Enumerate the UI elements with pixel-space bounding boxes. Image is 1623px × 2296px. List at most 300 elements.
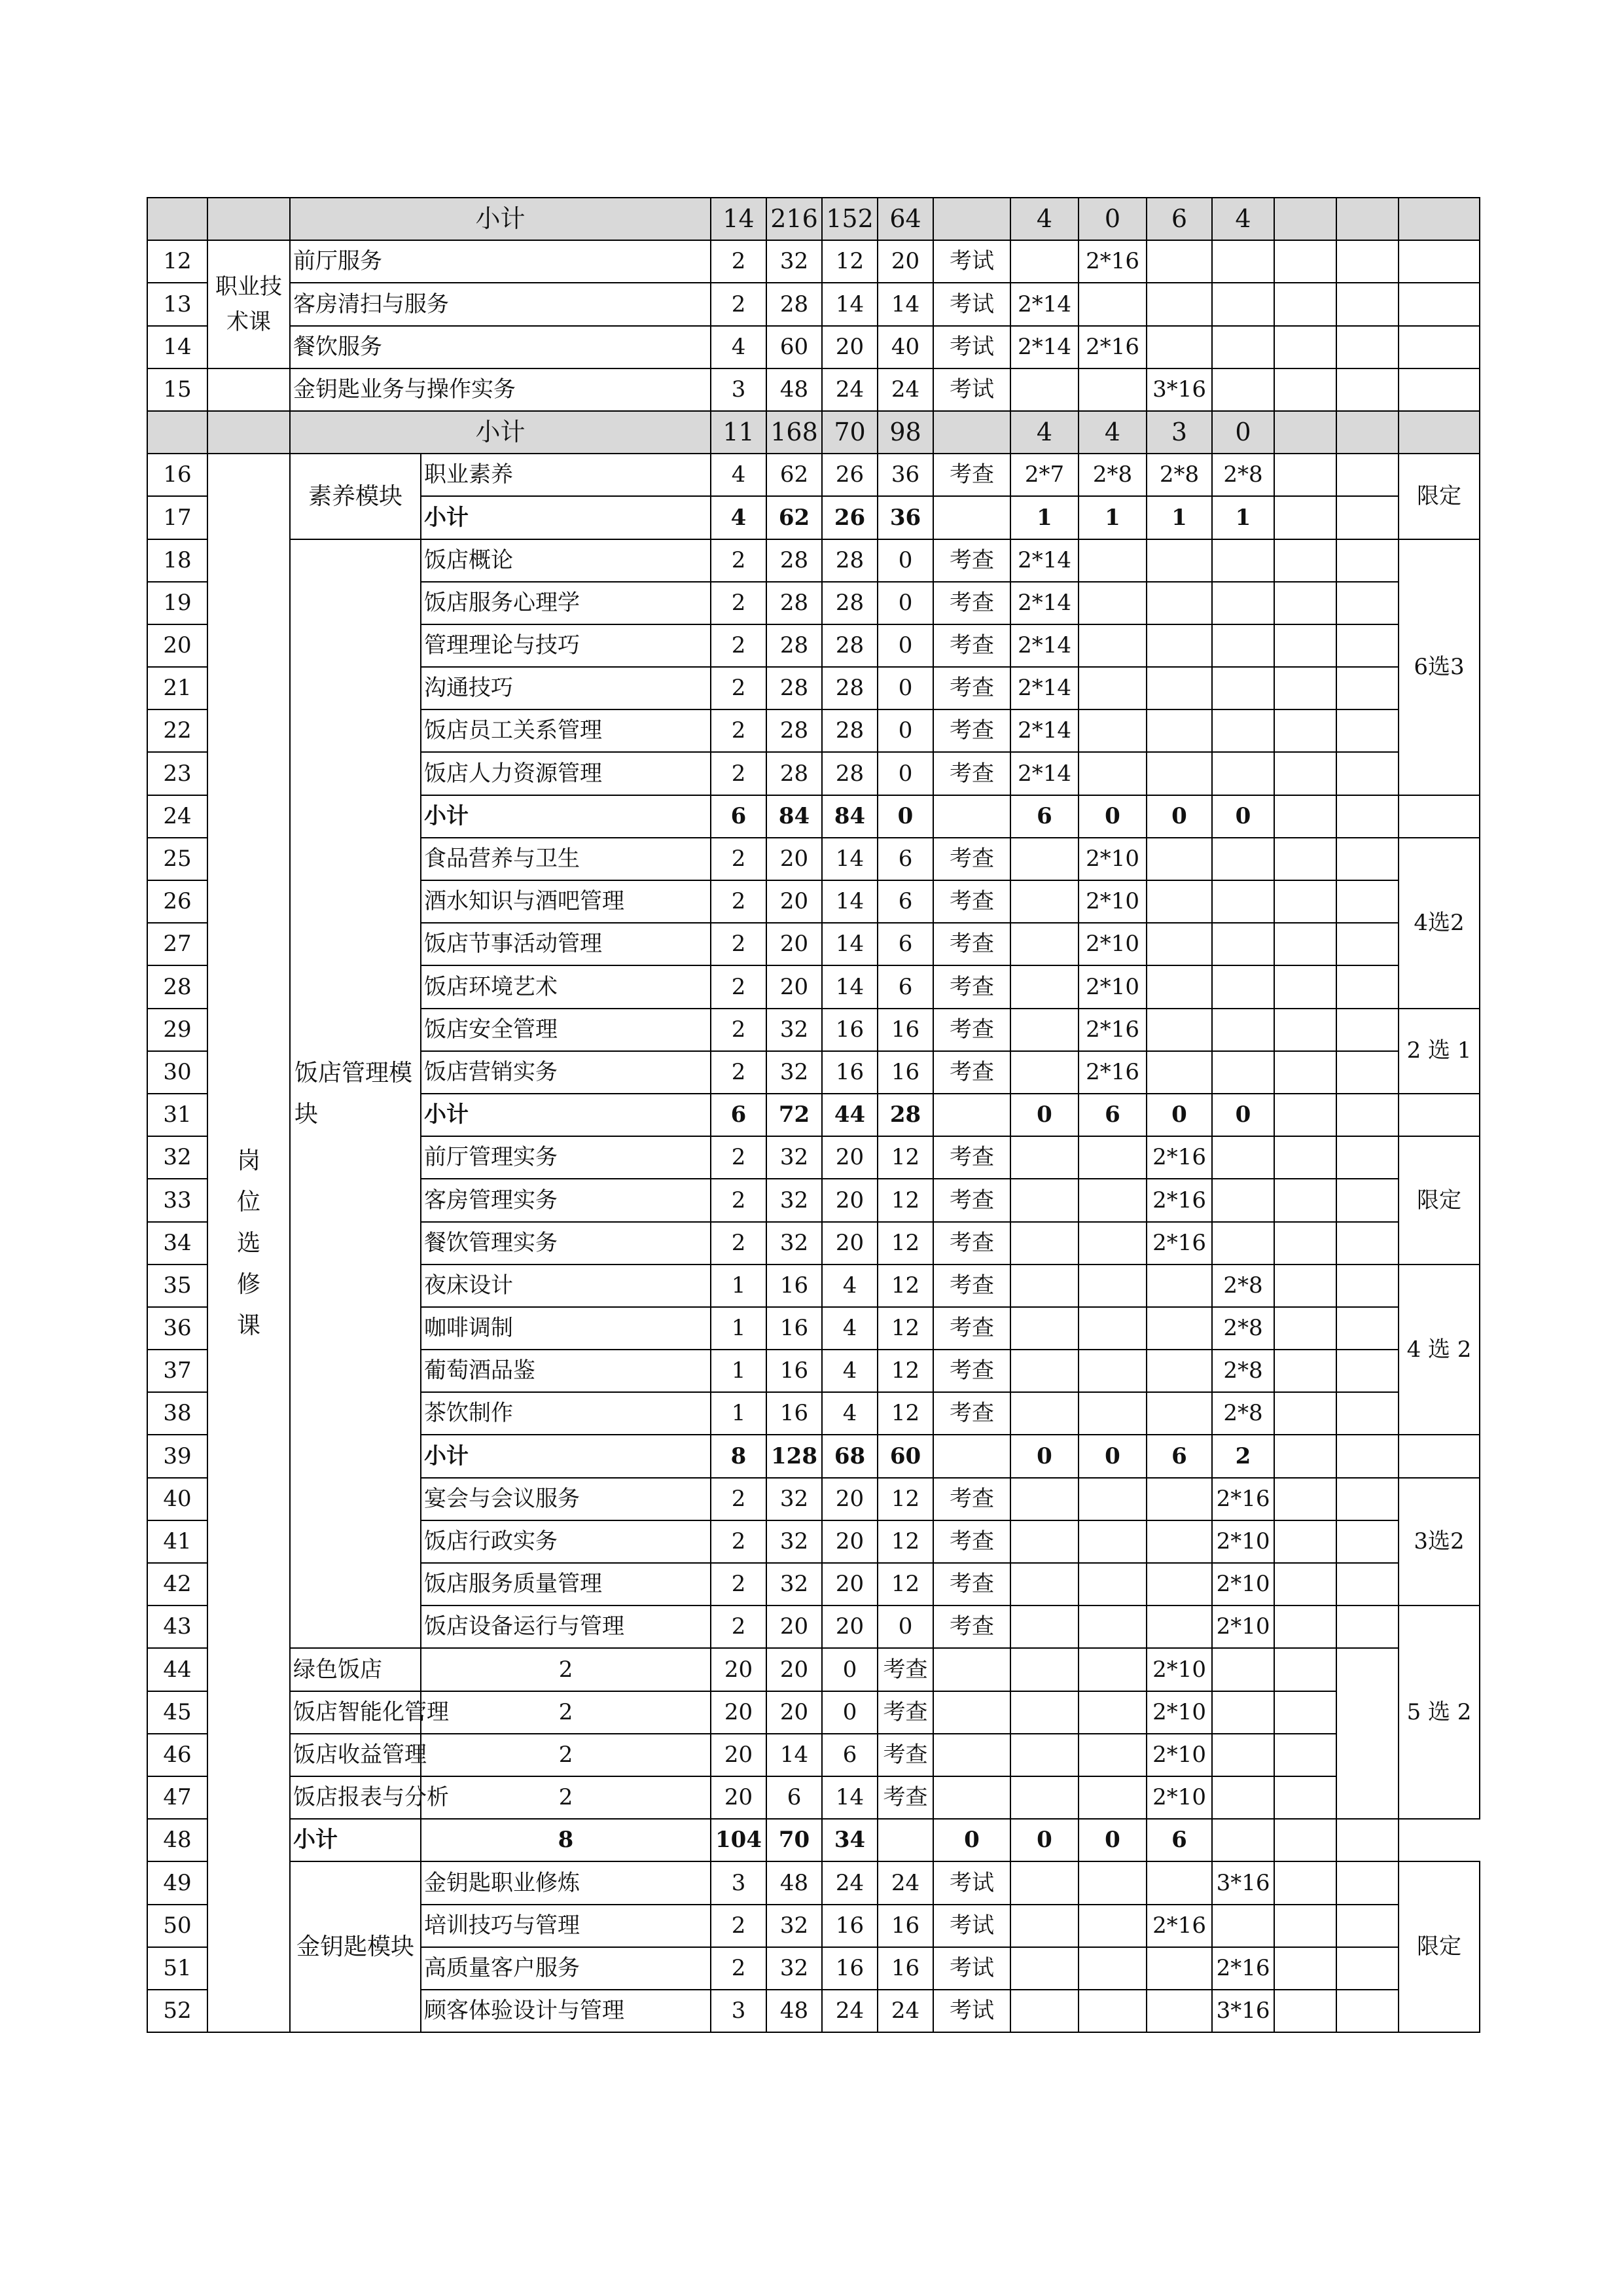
exam-cell [933,411,1010,454]
course-row [147,1648,1480,1691]
sem2-cell [1079,1563,1147,1605]
sem3-cell [1079,1734,1147,1776]
sem2-cell [1079,1861,1147,1904]
credits-cell: 2 [711,1947,766,1990]
exam-cell: 考试 [933,368,1010,411]
sem2-cell [1079,1478,1147,1520]
selection-note: 2 选 1 [1399,1009,1480,1094]
hours-cell: 128 [766,1435,822,1477]
exam-cell: 考查 [933,1179,1010,1221]
cell [1274,582,1336,624]
sem4-cell: 0 [1212,1094,1274,1136]
sem4-cell: 2*8 [1212,1265,1274,1307]
hours-cell: 32 [766,1179,822,1221]
sem1-cell [1010,1009,1079,1051]
sem3-cell: 0 [1079,1819,1147,1861]
row-number: 17 [147,496,207,539]
sem3-cell: 2*16 [1147,1905,1212,1947]
hours-cell: 20 [766,923,822,965]
sem2-cell: 0 [1079,1435,1147,1477]
sem2-cell [1010,1648,1079,1691]
course-name: 职业素养 [421,454,711,496]
course-name: 饭店员工关系管理 [421,709,711,752]
sem3-cell [1147,1051,1212,1094]
theory-cell: 20 [822,1478,878,1520]
sem3-cell [1147,1947,1212,1990]
row-number: 33 [147,1179,207,1221]
cell [1274,1819,1336,1861]
sem1-cell [1010,1392,1079,1435]
credits-cell: 8 [421,1819,711,1861]
sem1-cell [1010,923,1079,965]
course-name: 夜床设计 [421,1265,711,1307]
sem1-cell [1010,880,1079,923]
exam-cell: 考查 [878,1691,933,1734]
credits-cell: 1 [711,1265,766,1307]
exam-cell: 考查 [933,1478,1010,1520]
row-number: 34 [147,1222,207,1265]
sem4-cell [1212,539,1274,582]
sem2-cell: 2*16 [1079,1051,1147,1094]
credits-cell: 14 [711,198,766,240]
sem1-cell: 0 [1010,1094,1079,1136]
sem4-cell: 6 [1147,1819,1212,1861]
sem4-cell: 2*10 [1212,1563,1274,1605]
cell [1336,1350,1399,1392]
cell [1274,624,1336,667]
selection-note: 3选2 [1399,1478,1480,1606]
row-number: 32 [147,1136,207,1179]
sem1-cell [1010,1563,1079,1605]
cell [1274,1136,1336,1179]
practice-cell: 36 [878,496,933,539]
sem2-cell [1079,752,1147,795]
cell [1399,240,1480,283]
exam-cell [878,1819,933,1861]
cell [1274,1435,1336,1477]
course-name: 前厅管理实务 [421,1136,711,1179]
sem3-cell [1147,1265,1212,1307]
row-number: 40 [147,1478,207,1520]
row-number: 36 [147,1307,207,1350]
hours-cell: 32 [766,1136,822,1179]
cell [1336,965,1399,1008]
course-name: 饭店设备运行与管理 [421,1605,711,1648]
credits-cell: 2 [711,1222,766,1265]
row-number: 35 [147,1265,207,1307]
exam-cell: 考查 [933,923,1010,965]
cell [1274,1179,1336,1221]
course-name: 沟通技巧 [421,667,711,709]
hours-cell: 28 [766,582,822,624]
practice-cell: 6 [878,923,933,965]
sem4-cell [1212,326,1274,368]
cell [1274,1905,1336,1947]
sem4-cell [1212,624,1274,667]
credits-cell: 2 [711,283,766,325]
cell [1336,752,1399,795]
row-number: 13 [147,283,207,325]
sem1-cell: 2*14 [1010,539,1079,582]
cell [1274,283,1336,325]
exam-cell: 考查 [933,1563,1010,1605]
course-name: 茶饮制作 [421,1392,711,1435]
sem1-cell: 2*14 [1010,624,1079,667]
exam-cell [933,1094,1010,1136]
course-name: 食品营养与卫生 [421,838,711,880]
sem3-cell [1147,880,1212,923]
sem3-cell [1079,1776,1147,1819]
credits-cell: 2 [711,1520,766,1563]
exam-cell: 考查 [933,667,1010,709]
subtotal-label: 小计 [290,198,711,240]
sem3-cell [1147,1392,1212,1435]
exam-cell: 考查 [933,1392,1010,1435]
sem2-cell [1079,709,1147,752]
hours-cell: 168 [766,411,822,454]
cell [1336,1307,1399,1350]
sem1-cell [1010,1136,1079,1179]
cell [1274,1563,1336,1605]
cell [1274,838,1336,880]
sem1-cell [1010,1520,1079,1563]
course-name: 管理理论与技巧 [421,624,711,667]
sem4-cell: 2*10 [1147,1776,1212,1819]
exam-cell: 考查 [933,709,1010,752]
theory-cell: 20 [822,1520,878,1563]
cell [1212,1776,1274,1819]
sem1-cell: 2*14 [1010,283,1079,325]
practice-cell: 12 [878,1350,933,1392]
theory-cell: 24 [822,368,878,411]
cell [1336,240,1399,283]
theory-cell: 4 [822,1392,878,1435]
theory-cell: 14 [766,1734,822,1776]
sem4-cell: 2*8 [1212,1307,1274,1350]
practice-cell: 6 [878,965,933,1008]
cell [1212,1734,1274,1776]
sem1-cell [1010,1350,1079,1392]
exam-cell [933,496,1010,539]
practice-cell: 12 [878,1520,933,1563]
credits-cell: 2 [711,709,766,752]
sem4-cell [1212,1009,1274,1051]
exam-cell: 考查 [878,1734,933,1776]
sem3-cell: 2*16 [1147,1136,1212,1179]
sem1-cell [1010,838,1079,880]
row-number: 49 [147,1861,207,1904]
row-number: 25 [147,838,207,880]
course-name: 客房清扫与服务 [290,283,711,325]
course-row [147,240,1480,283]
group-label-suyang: 素养模块 [290,454,421,539]
course-name: 饭店概论 [421,539,711,582]
sem4-cell [1212,1136,1274,1179]
practice-cell: 0 [878,582,933,624]
cell [1274,240,1336,283]
row-number: 27 [147,923,207,965]
sem2-cell: 2*10 [1079,838,1147,880]
cell [1336,1435,1399,1477]
sem1-cell: 2*14 [1010,582,1079,624]
cell [1274,1009,1336,1051]
sem1-cell: 2*14 [1010,667,1079,709]
practice-cell: 0 [878,1605,933,1648]
sem1-cell [1010,1179,1079,1221]
sem1-cell [1010,240,1079,283]
sem2-cell [1079,624,1147,667]
sem2-cell: 2*10 [1079,965,1147,1008]
sem4-cell: 4 [1212,198,1274,240]
sem1-cell [1010,368,1079,411]
course-name: 餐饮管理实务 [421,1222,711,1265]
credits-cell: 2 [711,965,766,1008]
practice-cell: 0 [878,667,933,709]
sem2-cell: 1 [1079,496,1147,539]
cell [1274,795,1336,838]
exam-cell: 考查 [933,965,1010,1008]
sem1-cell: 4 [1010,411,1079,454]
cell [1399,198,1480,240]
credits-cell: 2 [711,1136,766,1179]
sem4-cell [1212,1905,1274,1947]
row-number: 30 [147,1051,207,1094]
cell [1274,1051,1336,1094]
practice-cell: 6 [822,1734,878,1776]
hours-cell: 32 [766,1051,822,1094]
hours-cell: 28 [766,709,822,752]
practice-cell: 64 [878,198,933,240]
sem3-cell [1147,752,1212,795]
sem1-cell: 0 [933,1819,1010,1861]
exam-cell: 考查 [878,1776,933,1819]
theory-cell: 44 [822,1094,878,1136]
row-number: 46 [147,1734,207,1776]
sem4-cell [1212,582,1274,624]
sem1-cell [1010,1605,1079,1648]
practice-cell: 0 [878,752,933,795]
credits-cell: 2 [711,1605,766,1648]
row-number: 43 [147,1605,207,1648]
sem3-cell [1147,1478,1212,1520]
sem4-cell: 3*16 [1212,1861,1274,1904]
credits-cell: 2 [711,1478,766,1520]
theory-cell: 70 [822,411,878,454]
subtotal-label: 小计 [421,1435,711,1477]
cell [1399,326,1480,368]
hours-cell: 20 [711,1691,766,1734]
sem4-cell [1212,709,1274,752]
course-row [147,283,1480,325]
sem1-cell [1010,1905,1079,1947]
row-number: 14 [147,326,207,368]
practice-cell: 16 [878,1009,933,1051]
sem2-cell [1079,1307,1147,1350]
sem2-cell [1079,1520,1147,1563]
sem3-cell: 0 [1147,795,1212,838]
credits-cell: 2 [711,838,766,880]
theory-cell: 26 [822,454,878,496]
sem2-cell: 2*16 [1079,240,1147,283]
sem1-cell [1010,1051,1079,1094]
theory-cell: 6 [766,1776,822,1819]
hours-cell: 62 [766,454,822,496]
credits-cell: 2 [711,923,766,965]
subtotal-label: 小计 [421,795,711,838]
practice-cell: 16 [878,1947,933,1990]
practice-cell: 0 [878,624,933,667]
credits-cell: 2 [711,752,766,795]
row-number: 28 [147,965,207,1008]
cell [1399,411,1480,454]
sem1-cell: 2*7 [1010,454,1079,496]
course-name: 饭店收益管理 [290,1734,421,1776]
cell [1274,368,1336,411]
sem4-cell: 2 [1212,1435,1274,1477]
credits-cell: 2 [421,1776,711,1819]
theory-cell: 16 [822,1051,878,1094]
cell [1336,1265,1399,1307]
hours-cell: 216 [766,198,822,240]
row-number: 20 [147,624,207,667]
sem2-cell [1079,1350,1147,1392]
sem3-cell [1147,326,1212,368]
sem4-cell [1212,923,1274,965]
cell [1274,880,1336,923]
course-row [147,1734,1480,1776]
sem3-cell: 2*16 [1147,1179,1212,1221]
subtotal-label: 小计 [421,1094,711,1136]
sem1-cell: 1 [1010,496,1079,539]
hours-cell: 20 [766,880,822,923]
theory-cell: 24 [822,1861,878,1904]
sem3-cell [1147,1605,1212,1648]
sem1-cell [1010,1990,1079,2032]
sem4-cell: 2*10 [1147,1648,1212,1691]
sem1-cell: 2*14 [1010,326,1079,368]
practice-cell: 0 [822,1691,878,1734]
cell [1336,1392,1399,1435]
sem2-cell [1079,1947,1147,1990]
cell [1399,283,1480,325]
sem3-cell: 6 [1147,1435,1212,1477]
cell [1274,411,1336,454]
row-number: 37 [147,1350,207,1392]
cell [1336,496,1399,539]
exam-cell: 考查 [933,880,1010,923]
row-number: 48 [147,1819,207,1861]
exam-cell: 考查 [933,1605,1010,1648]
sem2-cell [1079,1605,1147,1648]
practice-cell: 36 [878,454,933,496]
course-row [147,1691,1480,1734]
hours-cell: 20 [711,1648,766,1691]
course-name: 餐饮服务 [290,326,711,368]
course-name: 高质量客户服务 [421,1947,711,1990]
course-name: 葡萄酒品鉴 [421,1350,711,1392]
credits-cell: 2 [711,667,766,709]
credits-cell: 1 [711,1350,766,1392]
sem3-cell [1147,923,1212,965]
theory-cell: 20 [822,1222,878,1265]
sem2-cell [1010,1734,1079,1776]
sem3-cell [1147,1861,1212,1904]
credits-cell: 2 [711,1051,766,1094]
sem1-cell [1010,1307,1079,1350]
sem2-cell: 2*16 [1079,1009,1147,1051]
hours-cell: 32 [766,1222,822,1265]
credits-cell: 2 [711,1009,766,1051]
cell [1336,1051,1399,1094]
row-number: 38 [147,1392,207,1435]
subtotal-row [147,411,1480,454]
practice-cell: 20 [878,240,933,283]
hours-cell: 20 [711,1776,766,1819]
sem1-cell: 4 [1010,198,1079,240]
exam-cell: 考查 [933,539,1010,582]
theory-cell: 20 [822,1605,878,1648]
sem4-cell: 3*16 [1212,1990,1274,2032]
cell [1274,1392,1336,1435]
exam-cell [933,1435,1010,1477]
cell [1399,1435,1480,1477]
cell [207,198,290,240]
cell [1274,1307,1336,1350]
hours-cell: 62 [766,496,822,539]
cell [1274,1691,1336,1734]
practice-cell: 12 [878,1392,933,1435]
theory-cell: 16 [822,1009,878,1051]
cell [1274,752,1336,795]
course-schedule-table [147,197,1480,2033]
hours-cell: 28 [766,624,822,667]
theory-cell: 28 [822,539,878,582]
cell [1336,1905,1399,1947]
practice-cell: 40 [878,326,933,368]
subtotal-label: 小计 [290,1819,421,1861]
course-row [147,454,1480,496]
sem1-cell [1010,1478,1079,1520]
cell [1274,496,1336,539]
hours-cell: 32 [766,240,822,283]
theory-cell: 14 [822,283,878,325]
credits-cell: 2 [711,1905,766,1947]
course-name: 咖啡调制 [421,1307,711,1350]
sem2-cell [1010,1776,1079,1819]
theory-cell: 28 [822,667,878,709]
cell [1212,1819,1274,1861]
sem2-cell: 0 [1010,1819,1079,1861]
cell [1336,1094,1399,1136]
sem3-cell [1147,1563,1212,1605]
row-number: 47 [147,1776,207,1819]
course-row [147,326,1480,368]
hours-cell: 28 [766,539,822,582]
subtotal-label: 小计 [421,496,711,539]
sem3-cell [1147,582,1212,624]
hours-cell: 28 [766,283,822,325]
exam-cell: 考试 [933,1990,1010,2032]
cell [1274,1222,1336,1265]
row-number: 42 [147,1563,207,1605]
course-name: 饭店节事活动管理 [421,923,711,965]
theory-cell: 14 [822,923,878,965]
sem2-cell: 2*10 [1079,880,1147,923]
exam-cell: 考查 [933,1136,1010,1179]
cell [1212,1648,1274,1691]
row-number: 51 [147,1947,207,1990]
sem1-cell [1010,1265,1079,1307]
